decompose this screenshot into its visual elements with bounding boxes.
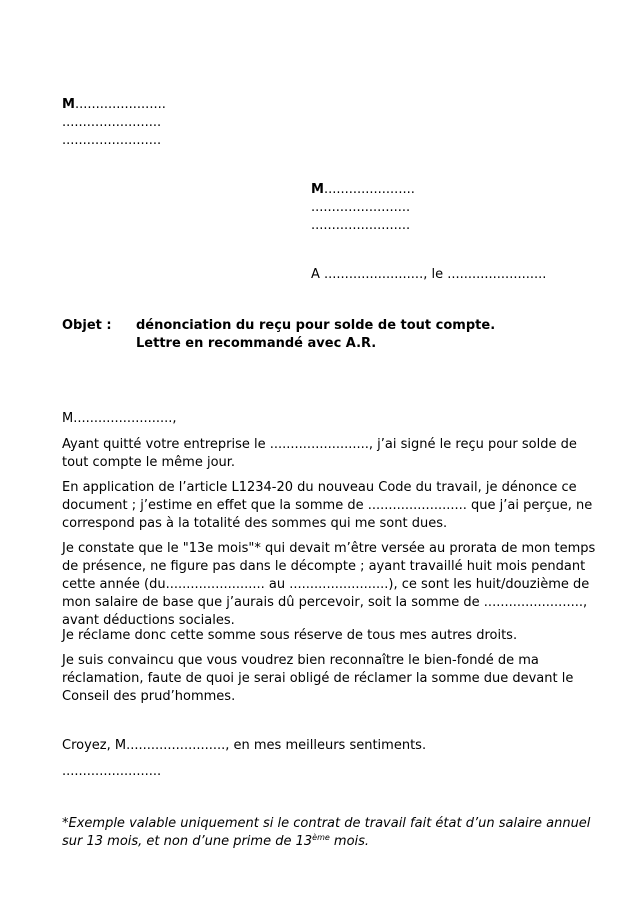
- recipient-city-line: ........................: [311, 218, 411, 233]
- signature-line: ........................: [62, 764, 162, 779]
- sender-address-line: ........................: [62, 115, 162, 130]
- subject-line-1: dénonciation du reçu pour solde de tout compte.: [136, 318, 496, 333]
- paragraph-13th-month: Je constate que le "13e mois"* qui devait m’être versée au prorata de mon temps de présence, ne figure pas dans le décompte ; ayant travaillé huit mois pendant cette année (du........................ au ........................), ce sont les huit/douzième de mon salaire de base que j’aurais dû percevoir, soit la somme de ........................, avant déductions sociales.: [62, 541, 596, 628]
- sender-city-line: ........................: [62, 133, 162, 148]
- recipient-name: [311, 181, 415, 199]
- sender-name: [62, 96, 166, 114]
- closing-formula: Croyez, M........................, en mes meilleurs sentiments.: [62, 738, 427, 753]
- paragraph-departure: Ayant quitté votre entreprise le ........................, j’ai signé le reçu pour solde de tout compte le même jour.: [62, 437, 577, 470]
- footnote: [62, 815, 592, 851]
- salutation: M........................,: [62, 411, 177, 426]
- footnote-superscript: ème: [312, 833, 330, 842]
- paragraph-claim: Je réclame donc cette somme sous réserve de tous mes autres droits.: [62, 628, 518, 643]
- sender-name-prefix: M: [62, 97, 75, 112]
- subject-label: Objet :: [62, 318, 112, 333]
- paragraph-denunciation: En application de l’article L1234-20 du nouveau Code du travail, je dénonce ce document ; j’estime en effet que la somme de ........................ que j’ai perçue, ne correspond pas à la totalité des sommes qui me sont dues.: [62, 480, 593, 531]
- footnote-text-end: mois.: [329, 834, 370, 849]
- subject-line-2: Lettre en recommandé avec A.R.: [136, 336, 377, 351]
- footnote-text: *Exemple valable uniquement si le contrat de travail fait état d’un salaire annuel sur 13 mois, et non d’une prime de 13: [62, 816, 591, 849]
- recipient-name-dots: ......................: [323, 182, 415, 197]
- place-date: A ........................, le ........................: [311, 267, 547, 282]
- sender-name-dots: ......................: [74, 97, 166, 112]
- recipient-address-line: ........................: [311, 200, 411, 215]
- recipient-name-prefix: M: [311, 182, 324, 197]
- paragraph-conclusion: Je suis convaincu que vous voudrez bien reconnaître le bien-fondé de ma réclamation, faute de quoi je serai obligé de réclamer la somme due devant le Conseil des prud’hommes.: [62, 653, 574, 704]
